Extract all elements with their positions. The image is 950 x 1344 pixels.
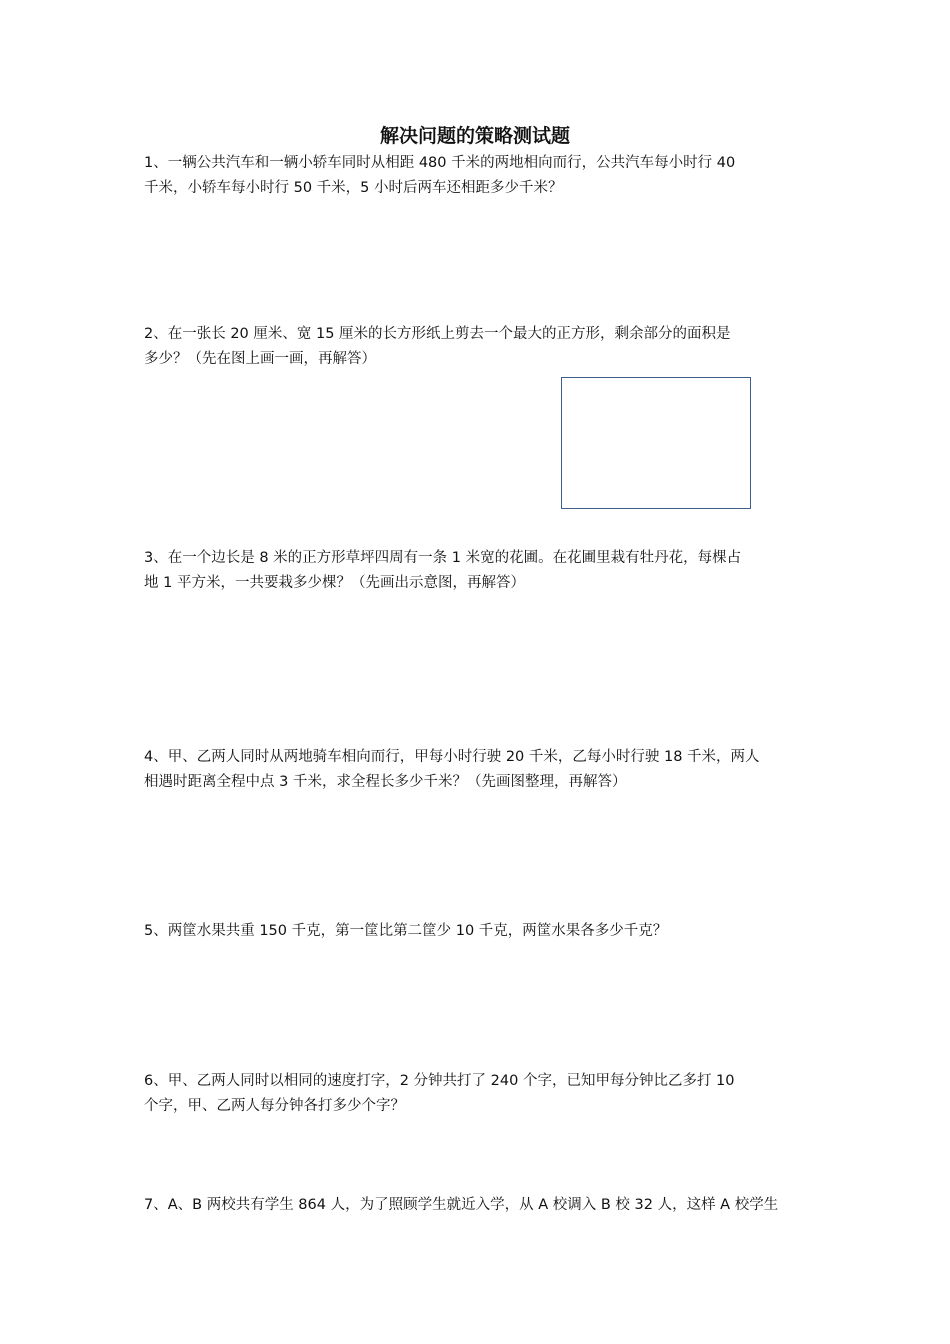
question-5-line-1: 5、两筐水果共重 150 千克，第一筐比第二筐少 10 千克，两筐水果各多少千克？ bbox=[144, 923, 668, 939]
question-3-line-1: 3、在一个边长是 8 米的正方形草坪四周有一条 1 米宽的花圃。在花圃里栽有牡丹花，每棵占 bbox=[144, 550, 742, 566]
question-1 bbox=[144, 151, 808, 201]
question-4 bbox=[144, 745, 808, 795]
question-1-line-2: 千米，小轿车每小时行 50 千米，5 小时后两车还相距多少千米？ bbox=[144, 180, 563, 196]
question-3 bbox=[144, 546, 808, 596]
question-6-line-2: 个字，甲、乙两人每分钟各打多少个字？ bbox=[144, 1098, 405, 1114]
question-4-line-2: 相遇时距离全程中点 3 千米，求全程长多少千米？（先画图整理，再解答） bbox=[144, 774, 627, 790]
page-title: 解决问题的策略测试题 bbox=[379, 125, 570, 147]
question-5 bbox=[144, 919, 808, 944]
question-2-line-1: 2、在一张长 20 厘米、宽 15 厘米的长方形纸上剪去一个最大的正方形，剩余部分的面积是 bbox=[144, 326, 731, 342]
question-2-line-2: 多少？（先在图上画一画，再解答） bbox=[144, 351, 376, 367]
question-3-line-2: 地 1 平方米，一共要栽多少棵？（先画出示意图，再解答） bbox=[144, 575, 525, 591]
question-7-line-1: 7、A、B 两校共有学生 864 人，为了照顾学生就近入学，从 A 校调入 B 校 32 人，这样 A 校学生 bbox=[144, 1197, 779, 1213]
question-1-line-1: 1、一辆公共汽车和一辆小轿车同时从相距 480 千米的两地相向而行，公共汽车每小时行 40 bbox=[144, 155, 736, 171]
question-7 bbox=[144, 1193, 808, 1218]
question-2 bbox=[144, 322, 808, 372]
question-6 bbox=[144, 1069, 808, 1119]
rectangle-drawing-area bbox=[561, 377, 751, 509]
question-6-line-1: 6、甲、乙两人同时以相同的速度打字，2 分钟共打了 240 个字，已知甲每分钟比乙多打 10 bbox=[144, 1073, 735, 1089]
question-4-line-1: 4、甲、乙两人同时从两地骑车相向而行，甲每小时行驶 20 千米，乙每小时行驶 18 千米，两人 bbox=[144, 749, 760, 765]
